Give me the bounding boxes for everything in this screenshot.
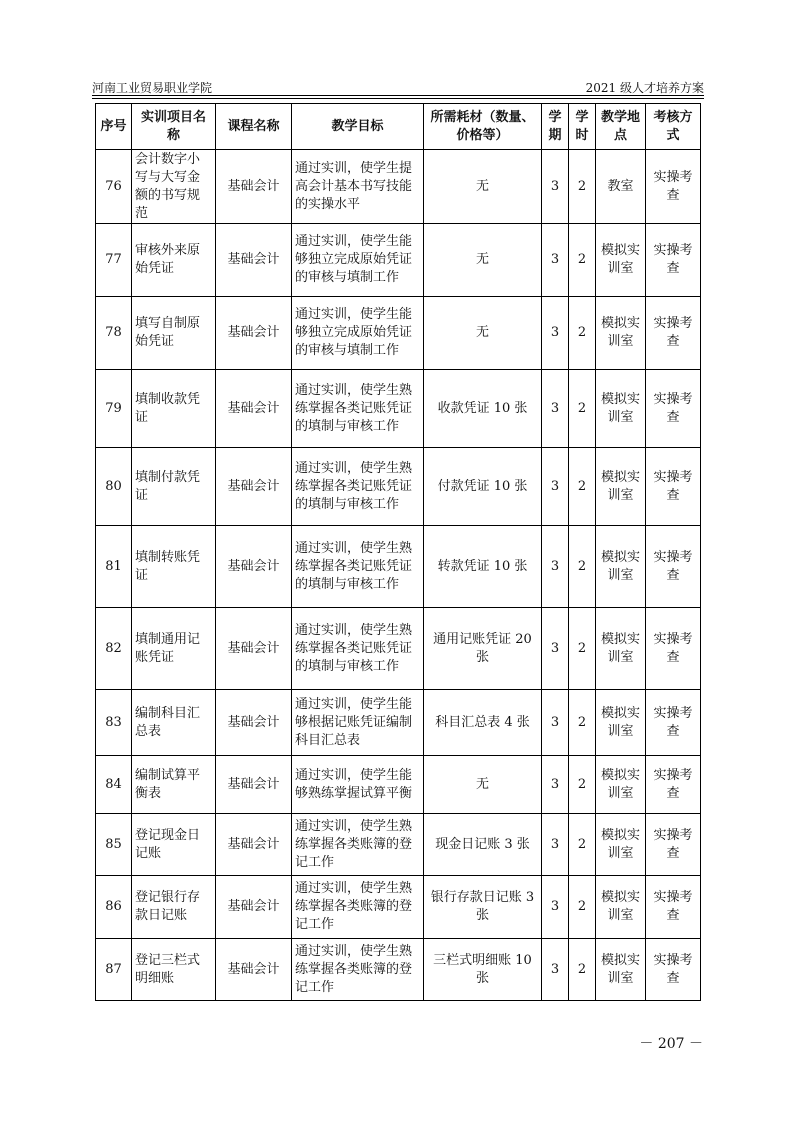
table-row	[96, 448, 701, 526]
cell-material: 收款凭证 10 张	[424, 370, 542, 448]
cell-project: 填制收款凭证	[132, 370, 216, 448]
cell-course: 基础会计	[216, 448, 292, 526]
cell-material: 无	[424, 297, 542, 370]
page-number: － 207 －	[639, 1036, 703, 1052]
cell-project: 审核外来原始凭证	[132, 224, 216, 297]
cell-hours: 2	[569, 370, 596, 448]
cell-hours: 2	[569, 448, 596, 526]
cell-term: 3	[542, 224, 569, 297]
cell-term: 3	[542, 526, 569, 608]
cell-term: 3	[542, 814, 569, 876]
cell-project: 填制转账凭证	[132, 526, 216, 608]
cell-term: 3	[542, 448, 569, 526]
cell-course: 基础会计	[216, 690, 292, 756]
cell-project: 登记银行存款日记账	[132, 876, 216, 939]
cell-no: 78	[96, 297, 132, 370]
col-header: 所需耗材（数量、价格等）	[424, 104, 542, 150]
cell-assess: 实操考查	[646, 224, 701, 297]
cell-project: 填制通用记账凭证	[132, 608, 216, 690]
col-header: 学时	[569, 104, 596, 150]
cell-no: 79	[96, 370, 132, 448]
cell-goal: 通过实训，使学生熟练掌握各类记账凭证的填制与审核工作	[292, 608, 424, 690]
table-row	[96, 224, 701, 297]
training-table	[95, 103, 701, 1001]
cell-term: 3	[542, 756, 569, 814]
table-row	[96, 150, 701, 224]
table-row	[96, 526, 701, 608]
cell-term: 3	[542, 876, 569, 939]
cell-course: 基础会计	[216, 370, 292, 448]
cell-project: 登记现金日记账	[132, 814, 216, 876]
col-header: 教学目标	[292, 104, 424, 150]
cell-material: 银行存款日记账 3 张	[424, 876, 542, 939]
cell-assess: 实操考查	[646, 876, 701, 939]
cell-goal: 通过实训，使学生能够根据记账凭证编制科目汇总表	[292, 690, 424, 756]
header-rule	[92, 95, 704, 96]
cell-no: 82	[96, 608, 132, 690]
cell-no: 83	[96, 690, 132, 756]
cell-place: 模拟实训室	[596, 608, 646, 690]
cell-no: 77	[96, 224, 132, 297]
cell-assess: 实操考查	[646, 756, 701, 814]
cell-term: 3	[542, 370, 569, 448]
cell-assess: 实操考查	[646, 939, 701, 1001]
cell-place: 模拟实训室	[596, 526, 646, 608]
table-row	[96, 608, 701, 690]
cell-hours: 2	[569, 224, 596, 297]
col-header: 考核方式	[646, 104, 701, 150]
header-school-name: 河南工业贸易职业学院	[92, 81, 213, 95]
cell-hours: 2	[569, 756, 596, 814]
cell-assess: 实操考查	[646, 150, 701, 224]
cell-project: 编制试算平衡表	[132, 756, 216, 814]
cell-goal: 通过实训，使学生提高会计基本书写技能的实操水平	[292, 150, 424, 224]
cell-no: 84	[96, 756, 132, 814]
col-header: 序号	[96, 104, 132, 150]
cell-course: 基础会计	[216, 876, 292, 939]
col-header: 实训项目名称	[132, 104, 216, 150]
cell-goal: 通过实训，使学生熟练掌握各类账簿的登记工作	[292, 814, 424, 876]
cell-project: 会计数字小写与大写金额的书写规范	[132, 150, 216, 224]
cell-hours: 2	[569, 939, 596, 1001]
cell-material: 现金日记账 3 张	[424, 814, 542, 876]
cell-hours: 2	[569, 526, 596, 608]
cell-no: 85	[96, 814, 132, 876]
cell-goal: 通过实训，使学生熟练掌握各类账簿的登记工作	[292, 939, 424, 1001]
cell-assess: 实操考查	[646, 370, 701, 448]
cell-assess: 实操考查	[646, 526, 701, 608]
cell-project: 登记三栏式明细账	[132, 939, 216, 1001]
cell-material: 无	[424, 224, 542, 297]
col-header: 教学地点	[596, 104, 646, 150]
cell-goal: 通过实训，使学生熟练掌握各类记账凭证的填制与审核工作	[292, 370, 424, 448]
cell-no: 87	[96, 939, 132, 1001]
table-row	[96, 756, 701, 814]
cell-assess: 实操考查	[646, 448, 701, 526]
cell-assess: 实操考查	[646, 814, 701, 876]
cell-place: 模拟实训室	[596, 224, 646, 297]
cell-hours: 2	[569, 814, 596, 876]
cell-material: 科目汇总表 4 张	[424, 690, 542, 756]
cell-place: 模拟实训室	[596, 876, 646, 939]
page-header	[92, 79, 704, 95]
cell-term: 3	[542, 297, 569, 370]
cell-place: 模拟实训室	[596, 448, 646, 526]
table-row	[96, 370, 701, 448]
cell-assess: 实操考查	[646, 608, 701, 690]
cell-no: 76	[96, 150, 132, 224]
cell-place: 教室	[596, 150, 646, 224]
cell-course: 基础会计	[216, 608, 292, 690]
cell-goal: 通过实训，使学生熟练掌握各类记账凭证的填制与审核工作	[292, 526, 424, 608]
table-header-row	[96, 104, 701, 150]
cell-term: 3	[542, 939, 569, 1001]
cell-place: 模拟实训室	[596, 756, 646, 814]
cell-assess: 实操考查	[646, 690, 701, 756]
cell-place: 模拟实训室	[596, 690, 646, 756]
cell-course: 基础会计	[216, 150, 292, 224]
header-rule-thin	[92, 98, 704, 99]
cell-goal: 通过实训，使学生能够独立完成原始凭证的审核与填制工作	[292, 297, 424, 370]
cell-no: 80	[96, 448, 132, 526]
cell-project: 填写自制原始凭证	[132, 297, 216, 370]
cell-term: 3	[542, 150, 569, 224]
header-plan-title: 2021 级人才培养方案	[585, 81, 704, 95]
table-row	[96, 690, 701, 756]
cell-course: 基础会计	[216, 297, 292, 370]
cell-project: 填制付款凭证	[132, 448, 216, 526]
cell-goal: 通过实训，使学生能够独立完成原始凭证的审核与填制工作	[292, 224, 424, 297]
cell-material: 三栏式明细账 10 张	[424, 939, 542, 1001]
cell-hours: 2	[569, 876, 596, 939]
cell-hours: 2	[569, 150, 596, 224]
table-row	[96, 814, 701, 876]
cell-term: 3	[542, 690, 569, 756]
cell-place: 模拟实训室	[596, 939, 646, 1001]
cell-course: 基础会计	[216, 224, 292, 297]
col-header: 课程名称	[216, 104, 292, 150]
cell-material: 无	[424, 150, 542, 224]
cell-material: 无	[424, 756, 542, 814]
cell-place: 模拟实训室	[596, 814, 646, 876]
cell-term: 3	[542, 608, 569, 690]
cell-hours: 2	[569, 608, 596, 690]
cell-material: 转款凭证 10 张	[424, 526, 542, 608]
table-row	[96, 297, 701, 370]
cell-course: 基础会计	[216, 756, 292, 814]
cell-course: 基础会计	[216, 526, 292, 608]
col-header: 学期	[542, 104, 569, 150]
cell-no: 81	[96, 526, 132, 608]
cell-place: 模拟实训室	[596, 370, 646, 448]
cell-course: 基础会计	[216, 939, 292, 1001]
cell-course: 基础会计	[216, 814, 292, 876]
cell-material: 付款凭证 10 张	[424, 448, 542, 526]
cell-goal: 通过实训，使学生熟练掌握各类记账凭证的填制与审核工作	[292, 448, 424, 526]
cell-no: 86	[96, 876, 132, 939]
table-row	[96, 939, 701, 1001]
cell-goal: 通过实训，使学生熟练掌握各类账簿的登记工作	[292, 876, 424, 939]
cell-hours: 2	[569, 297, 596, 370]
table-row	[96, 876, 701, 939]
cell-project: 编制科目汇总表	[132, 690, 216, 756]
cell-assess: 实操考查	[646, 297, 701, 370]
cell-material: 通用记账凭证 20 张	[424, 608, 542, 690]
cell-place: 模拟实训室	[596, 297, 646, 370]
cell-hours: 2	[569, 690, 596, 756]
cell-goal: 通过实训，使学生能够熟练掌握试算平衡	[292, 756, 424, 814]
